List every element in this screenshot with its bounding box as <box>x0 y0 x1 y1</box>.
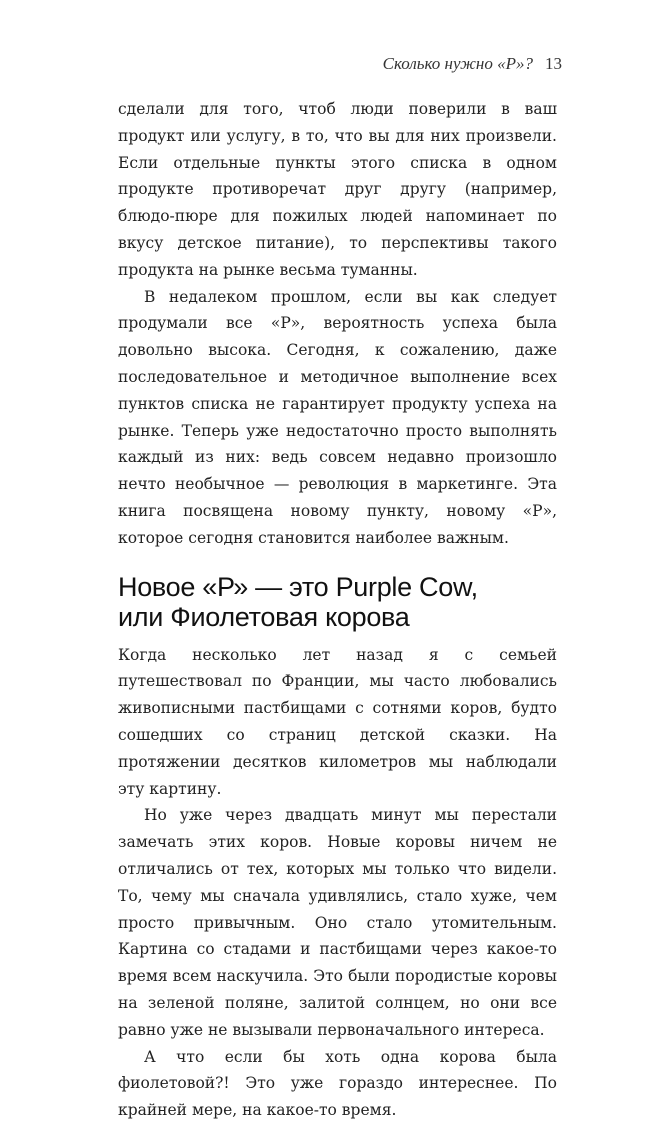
paragraph-continuation: сделали для того, чтоб люди поверили в ваш продукт или услугу, в то, что вы для них произвели. Если отдельные пункты этого списка в одном продукте противоречат друг другу (например, блюдо-пюре для пожилых людей напоминает по вкусу детское питание), то перспективы такого продукта на рынке весьма туманны. <box>118 100 557 279</box>
section-heading-line-1: Новое «Р» — это Purple Cow, <box>118 571 478 602</box>
section-heading <box>118 572 557 632</box>
paragraph: Но уже через двадцать минут мы перестали замечать этих коров. Новые коровы ничем не отличались от тех, которых мы только что видели. То, чему мы сначала удивлялись, стало хуже, чем просто привычным. Оно стало утомительным. Картина со стадами и пастбищами через какое-то время всем наскучила. Это были породистые коровы на зеленой поляне, залитой солнцем, но они все равно уже не вызывали первоначального интереса. <box>118 806 557 1039</box>
running-head-title: Сколько нужно «Р»? <box>382 54 533 73</box>
paragraph: А что если бы хоть одна корова была фиолетовой?! Это уже гораздо интереснее. По крайней мере, на какое-то время. <box>118 1047 557 1120</box>
body-text <box>118 96 557 1124</box>
page-number: 13 <box>545 54 562 73</box>
running-head <box>383 54 562 74</box>
section-heading-line-2: или Фиолетовая корова <box>118 601 410 632</box>
paragraph: Когда несколько лет назад я с семьей путешествовал по Франции, мы часто любовались живописными пастбищами с сотнями коров, будто сошедших со страниц детской сказки. На протяжении десятков километров мы наблюдали эту картину. <box>118 645 557 798</box>
paragraph: В недалеком прошлом, если вы как следует продумали все «Р», вероятность успеха была довольно высока. Сегодня, к сожалению, даже последовательное и методичное выполнение всех пунктов списка не гарантирует продукту успеха на рынке. Теперь уже недостаточно просто выполнять каждый из них: ведь совсем недавно произошло нечто необычное — революция в маркетинге. Эта книга посвящена новому пункту, новому «Р», которое сегодня становится наиболее важным. <box>118 287 557 547</box>
